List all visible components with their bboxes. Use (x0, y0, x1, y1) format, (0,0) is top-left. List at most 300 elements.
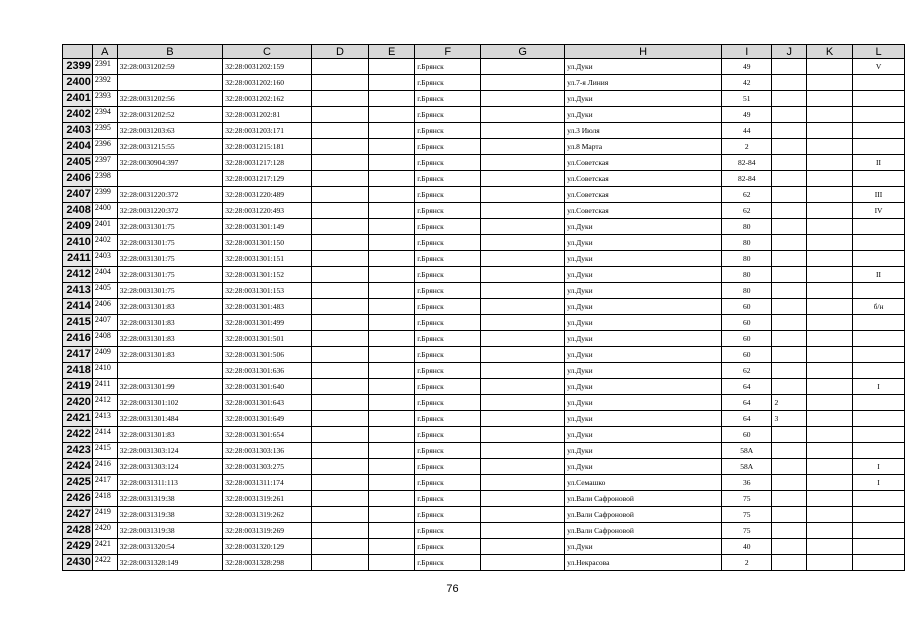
cell-d[interactable] (311, 203, 368, 219)
cell-c[interactable]: 32:28:0031303:136 (223, 443, 312, 459)
cell-f[interactable]: г.Брянск (415, 491, 481, 507)
cell-l[interactable]: I (853, 379, 905, 395)
cell-c[interactable]: 32:28:0031301:506 (223, 347, 312, 363)
cell-b[interactable]: 32:28:0031303:124 (117, 459, 223, 475)
cell-l[interactable] (853, 331, 905, 347)
cell-a[interactable]: 2414 (92, 427, 117, 443)
cell-j[interactable] (772, 491, 807, 507)
column-header-g[interactable]: G (481, 45, 565, 59)
cell-f[interactable]: г.Брянск (415, 171, 481, 187)
cell-l[interactable] (853, 427, 905, 443)
cell-d[interactable] (311, 219, 368, 235)
cell-d[interactable] (311, 379, 368, 395)
cell-e[interactable] (369, 59, 415, 75)
cell-e[interactable] (369, 395, 415, 411)
cell-k[interactable] (807, 347, 853, 363)
cell-h[interactable]: ул.Вали Сафроновой (565, 491, 722, 507)
cell-f[interactable]: г.Брянск (415, 379, 481, 395)
cell-l[interactable] (853, 91, 905, 107)
cell-j[interactable] (772, 427, 807, 443)
row-number[interactable]: 2418 (63, 363, 93, 379)
cell-k[interactable] (807, 123, 853, 139)
cell-l[interactable] (853, 395, 905, 411)
row-number[interactable]: 2399 (63, 59, 93, 75)
column-header-i[interactable]: I (722, 45, 772, 59)
cell-i[interactable]: 49 (722, 59, 772, 75)
cell-j[interactable] (772, 123, 807, 139)
cell-l[interactable] (853, 491, 905, 507)
cell-j[interactable] (772, 507, 807, 523)
cell-l[interactable] (853, 235, 905, 251)
cell-l[interactable] (853, 555, 905, 571)
column-header-e[interactable]: E (369, 45, 415, 59)
cell-e[interactable] (369, 139, 415, 155)
column-header-f[interactable]: F (415, 45, 481, 59)
cell-d[interactable] (311, 251, 368, 267)
cell-i[interactable]: 82-84 (722, 171, 772, 187)
cell-j[interactable] (772, 299, 807, 315)
cell-j[interactable] (772, 267, 807, 283)
cell-e[interactable] (369, 315, 415, 331)
cell-f[interactable]: г.Брянск (415, 187, 481, 203)
cell-f[interactable]: г.Брянск (415, 155, 481, 171)
cell-j[interactable] (772, 523, 807, 539)
cell-c[interactable]: 32:28:0031301:643 (223, 395, 312, 411)
cell-g[interactable] (481, 379, 565, 395)
row-number[interactable]: 2403 (63, 123, 93, 139)
cell-e[interactable] (369, 507, 415, 523)
cell-c[interactable]: 32:28:0031220:493 (223, 203, 312, 219)
cell-d[interactable] (311, 315, 368, 331)
cell-c[interactable]: 32:28:0031217:129 (223, 171, 312, 187)
cell-b[interactable]: 32:28:0031320:54 (117, 539, 223, 555)
cell-i[interactable]: 44 (722, 123, 772, 139)
cell-f[interactable]: г.Брянск (415, 203, 481, 219)
cell-i[interactable]: 62 (722, 363, 772, 379)
cell-j[interactable] (772, 347, 807, 363)
cell-c[interactable]: 32:28:0031202:81 (223, 107, 312, 123)
cell-d[interactable] (311, 123, 368, 139)
cell-h[interactable]: ул.Советская (565, 171, 722, 187)
cell-i[interactable]: 2 (722, 139, 772, 155)
cell-b[interactable]: 32:28:0031301:83 (117, 299, 223, 315)
cell-k[interactable] (807, 491, 853, 507)
cell-f[interactable]: г.Брянск (415, 331, 481, 347)
cell-k[interactable] (807, 411, 853, 427)
cell-f[interactable]: г.Брянск (415, 283, 481, 299)
cell-c[interactable]: 32:28:0031202:160 (223, 75, 312, 91)
cell-d[interactable] (311, 187, 368, 203)
cell-b[interactable]: 32:28:0031319:38 (117, 523, 223, 539)
cell-f[interactable]: г.Брянск (415, 411, 481, 427)
cell-b[interactable]: 32:28:0031301:75 (117, 267, 223, 283)
cell-l[interactable] (853, 523, 905, 539)
cell-e[interactable] (369, 91, 415, 107)
cell-a[interactable]: 2394 (92, 107, 117, 123)
cell-e[interactable] (369, 443, 415, 459)
cell-e[interactable] (369, 411, 415, 427)
cell-h[interactable]: ул.Дуки (565, 459, 722, 475)
cell-f[interactable]: г.Брянск (415, 123, 481, 139)
cell-c[interactable]: 32:28:0031301:150 (223, 235, 312, 251)
row-number[interactable]: 2401 (63, 91, 93, 107)
cell-c[interactable]: 32:28:0031301:153 (223, 283, 312, 299)
cell-g[interactable] (481, 411, 565, 427)
cell-c[interactable]: 32:28:0031319:261 (223, 491, 312, 507)
cell-a[interactable]: 2400 (92, 203, 117, 219)
row-number[interactable]: 2420 (63, 395, 93, 411)
cell-h[interactable]: ул.Дуки (565, 395, 722, 411)
cell-j[interactable] (772, 171, 807, 187)
cell-f[interactable]: г.Брянск (415, 395, 481, 411)
cell-k[interactable] (807, 283, 853, 299)
cell-k[interactable] (807, 523, 853, 539)
cell-f[interactable]: г.Брянск (415, 443, 481, 459)
cell-g[interactable] (481, 139, 565, 155)
cell-e[interactable] (369, 299, 415, 315)
cell-l[interactable] (853, 283, 905, 299)
cell-i[interactable]: 60 (722, 331, 772, 347)
cell-i[interactable]: 62 (722, 187, 772, 203)
cell-a[interactable]: 2416 (92, 459, 117, 475)
cell-d[interactable] (311, 523, 368, 539)
cell-f[interactable]: г.Брянск (415, 539, 481, 555)
cell-k[interactable] (807, 459, 853, 475)
cell-e[interactable] (369, 347, 415, 363)
cell-i[interactable]: 80 (722, 283, 772, 299)
cell-i[interactable]: 80 (722, 219, 772, 235)
cell-e[interactable] (369, 107, 415, 123)
cell-g[interactable] (481, 443, 565, 459)
cell-j[interactable] (772, 219, 807, 235)
cell-h[interactable]: ул.Дуки (565, 427, 722, 443)
cell-e[interactable] (369, 235, 415, 251)
cell-b[interactable]: 32:28:0031202:52 (117, 107, 223, 123)
cell-l[interactable] (853, 139, 905, 155)
cell-j[interactable] (772, 91, 807, 107)
cell-d[interactable] (311, 491, 368, 507)
cell-b[interactable]: 32:28:0031328:149 (117, 555, 223, 571)
row-number[interactable]: 2425 (63, 475, 93, 491)
row-number[interactable]: 2421 (63, 411, 93, 427)
cell-k[interactable] (807, 363, 853, 379)
cell-h[interactable]: ул.Дуки (565, 219, 722, 235)
cell-e[interactable] (369, 555, 415, 571)
cell-a[interactable]: 2419 (92, 507, 117, 523)
cell-j[interactable] (772, 475, 807, 491)
cell-f[interactable]: г.Брянск (415, 251, 481, 267)
cell-k[interactable] (807, 475, 853, 491)
cell-h[interactable]: ул.Советская (565, 187, 722, 203)
cell-j[interactable] (772, 139, 807, 155)
cell-d[interactable] (311, 155, 368, 171)
cell-b[interactable]: 32:28:0031301:75 (117, 235, 223, 251)
cell-g[interactable] (481, 507, 565, 523)
cell-f[interactable]: г.Брянск (415, 459, 481, 475)
cell-i[interactable]: 64 (722, 411, 772, 427)
cell-h[interactable]: ул.Вали Сафроновой (565, 523, 722, 539)
cell-g[interactable] (481, 475, 565, 491)
cell-e[interactable] (369, 363, 415, 379)
cell-b[interactable] (117, 171, 223, 187)
cell-k[interactable] (807, 299, 853, 315)
cell-k[interactable] (807, 315, 853, 331)
cell-a[interactable]: 2403 (92, 251, 117, 267)
cell-k[interactable] (807, 75, 853, 91)
cell-j[interactable] (772, 315, 807, 331)
cell-e[interactable] (369, 251, 415, 267)
cell-b[interactable]: 32:28:0031301:102 (117, 395, 223, 411)
cell-g[interactable] (481, 315, 565, 331)
cell-l[interactable] (853, 171, 905, 187)
cell-l[interactable] (853, 411, 905, 427)
cell-l[interactable] (853, 75, 905, 91)
cell-d[interactable] (311, 267, 368, 283)
cell-j[interactable] (772, 75, 807, 91)
cell-a[interactable]: 2415 (92, 443, 117, 459)
cell-c[interactable]: 32:28:0031301:149 (223, 219, 312, 235)
cell-i[interactable]: 75 (722, 491, 772, 507)
cell-g[interactable] (481, 523, 565, 539)
cell-k[interactable] (807, 379, 853, 395)
cell-a[interactable]: 2417 (92, 475, 117, 491)
cell-l[interactable] (853, 123, 905, 139)
cell-e[interactable] (369, 331, 415, 347)
cell-j[interactable]: 3 (772, 411, 807, 427)
cell-c[interactable]: 32:28:0031301:640 (223, 379, 312, 395)
cell-l[interactable] (853, 347, 905, 363)
cell-e[interactable] (369, 123, 415, 139)
cell-i[interactable]: 80 (722, 235, 772, 251)
cell-b[interactable]: 32:28:0031301:75 (117, 219, 223, 235)
cell-l[interactable]: III (853, 187, 905, 203)
cell-i[interactable]: 62 (722, 203, 772, 219)
cell-b[interactable]: 32:28:0031203:63 (117, 123, 223, 139)
cell-h[interactable]: ул.Дуки (565, 283, 722, 299)
cell-j[interactable] (772, 59, 807, 75)
cell-k[interactable] (807, 507, 853, 523)
cell-h[interactable]: ул.Дуки (565, 315, 722, 331)
cell-l[interactable]: II (853, 267, 905, 283)
cell-f[interactable]: г.Брянск (415, 315, 481, 331)
cell-h[interactable]: ул.Семашко (565, 475, 722, 491)
cell-i[interactable]: 82-84 (722, 155, 772, 171)
cell-b[interactable]: 32:28:0031301:99 (117, 379, 223, 395)
cell-j[interactable] (772, 539, 807, 555)
cell-l[interactable] (853, 507, 905, 523)
cell-l[interactable] (853, 443, 905, 459)
cell-k[interactable] (807, 91, 853, 107)
cell-i[interactable]: 42 (722, 75, 772, 91)
cell-e[interactable] (369, 427, 415, 443)
cell-a[interactable]: 2412 (92, 395, 117, 411)
cell-b[interactable]: 32:28:0031301:75 (117, 283, 223, 299)
cell-g[interactable] (481, 171, 565, 187)
cell-d[interactable] (311, 235, 368, 251)
cell-e[interactable] (369, 171, 415, 187)
cell-l[interactable]: V (853, 59, 905, 75)
cell-h[interactable]: ул.8 Марта (565, 139, 722, 155)
cell-j[interactable]: 2 (772, 395, 807, 411)
cell-e[interactable] (369, 267, 415, 283)
cell-b[interactable]: 32:28:0031202:56 (117, 91, 223, 107)
cell-e[interactable] (369, 219, 415, 235)
cell-a[interactable]: 2422 (92, 555, 117, 571)
cell-k[interactable] (807, 219, 853, 235)
cell-i[interactable]: 40 (722, 539, 772, 555)
cell-c[interactable]: 32:28:0031301:152 (223, 267, 312, 283)
row-number[interactable]: 2422 (63, 427, 93, 443)
cell-f[interactable]: г.Брянск (415, 475, 481, 491)
cell-c[interactable]: 32:28:0031319:262 (223, 507, 312, 523)
cell-b[interactable]: 32:28:0031311:113 (117, 475, 223, 491)
select-all-corner[interactable] (63, 45, 93, 59)
cell-l[interactable]: II (853, 155, 905, 171)
cell-f[interactable]: г.Брянск (415, 347, 481, 363)
cell-a[interactable]: 2401 (92, 219, 117, 235)
cell-h[interactable]: ул.Дуки (565, 267, 722, 283)
cell-h[interactable]: ул.Дуки (565, 59, 722, 75)
cell-j[interactable] (772, 187, 807, 203)
cell-d[interactable] (311, 555, 368, 571)
cell-h[interactable]: ул.Дуки (565, 379, 722, 395)
cell-e[interactable] (369, 475, 415, 491)
cell-c[interactable]: 32:28:0031217:128 (223, 155, 312, 171)
cell-k[interactable] (807, 171, 853, 187)
cell-g[interactable] (481, 219, 565, 235)
cell-g[interactable] (481, 555, 565, 571)
cell-b[interactable]: 32:28:0031301:83 (117, 315, 223, 331)
row-number[interactable]: 2408 (63, 203, 93, 219)
cell-l[interactable]: IV (853, 203, 905, 219)
row-number[interactable]: 2410 (63, 235, 93, 251)
cell-g[interactable] (481, 331, 565, 347)
cell-d[interactable] (311, 75, 368, 91)
cell-h[interactable]: ул.Дуки (565, 363, 722, 379)
cell-l[interactable] (853, 219, 905, 235)
cell-g[interactable] (481, 395, 565, 411)
cell-d[interactable] (311, 347, 368, 363)
cell-c[interactable]: 32:28:0031311:174 (223, 475, 312, 491)
cell-i[interactable]: 2 (722, 555, 772, 571)
row-number[interactable]: 2428 (63, 523, 93, 539)
cell-l[interactable] (853, 363, 905, 379)
cell-f[interactable]: г.Брянск (415, 75, 481, 91)
cell-a[interactable]: 2406 (92, 299, 117, 315)
cell-j[interactable] (772, 459, 807, 475)
row-number[interactable]: 2412 (63, 267, 93, 283)
cell-l[interactable]: I (853, 475, 905, 491)
cell-i[interactable]: 80 (722, 251, 772, 267)
cell-j[interactable] (772, 203, 807, 219)
row-number[interactable]: 2423 (63, 443, 93, 459)
cell-h[interactable]: ул.Дуки (565, 443, 722, 459)
cell-f[interactable]: г.Брянск (415, 219, 481, 235)
cell-g[interactable] (481, 459, 565, 475)
cell-l[interactable]: I (853, 459, 905, 475)
cell-a[interactable]: 2404 (92, 267, 117, 283)
cell-c[interactable]: 32:28:0031301:654 (223, 427, 312, 443)
cell-b[interactable]: 32:28:0031220:372 (117, 187, 223, 203)
cell-g[interactable] (481, 299, 565, 315)
cell-d[interactable] (311, 139, 368, 155)
cell-b[interactable]: 32:28:0031319:38 (117, 507, 223, 523)
cell-k[interactable] (807, 187, 853, 203)
row-number[interactable]: 2406 (63, 171, 93, 187)
cell-h[interactable]: ул.Дуки (565, 251, 722, 267)
cell-i[interactable]: 58А (722, 443, 772, 459)
cell-g[interactable] (481, 427, 565, 443)
cell-g[interactable] (481, 539, 565, 555)
row-number[interactable]: 2411 (63, 251, 93, 267)
cell-h[interactable]: ул.3 Июля (565, 123, 722, 139)
cell-j[interactable] (772, 283, 807, 299)
cell-b[interactable]: 32:28:0031301:75 (117, 251, 223, 267)
cell-k[interactable] (807, 155, 853, 171)
column-header-b[interactable]: B (117, 45, 223, 59)
cell-k[interactable] (807, 539, 853, 555)
cell-k[interactable] (807, 267, 853, 283)
cell-i[interactable]: 51 (722, 91, 772, 107)
cell-j[interactable] (772, 107, 807, 123)
cell-b[interactable]: 32:28:0030904:397 (117, 155, 223, 171)
cell-g[interactable] (481, 235, 565, 251)
row-number[interactable]: 2402 (63, 107, 93, 123)
cell-a[interactable]: 2399 (92, 187, 117, 203)
cell-a[interactable]: 2421 (92, 539, 117, 555)
cell-c[interactable]: 32:28:0031203:171 (223, 123, 312, 139)
cell-j[interactable] (772, 331, 807, 347)
cell-f[interactable]: г.Брянск (415, 523, 481, 539)
cell-b[interactable]: 32:28:0031303:124 (117, 443, 223, 459)
cell-g[interactable] (481, 187, 565, 203)
cell-e[interactable] (369, 523, 415, 539)
cell-e[interactable] (369, 203, 415, 219)
cell-c[interactable]: 32:28:0031320:129 (223, 539, 312, 555)
cell-h[interactable]: ул.7-я Линия (565, 75, 722, 91)
cell-a[interactable]: 2395 (92, 123, 117, 139)
cell-c[interactable]: 32:28:0031301:483 (223, 299, 312, 315)
cell-e[interactable] (369, 283, 415, 299)
cell-i[interactable]: 60 (722, 347, 772, 363)
cell-f[interactable]: г.Брянск (415, 363, 481, 379)
cell-h[interactable]: ул.Дуки (565, 539, 722, 555)
cell-b[interactable] (117, 75, 223, 91)
cell-b[interactable]: 32:28:0031202:59 (117, 59, 223, 75)
cell-g[interactable] (481, 75, 565, 91)
cell-h[interactable]: ул.Дуки (565, 331, 722, 347)
cell-h[interactable]: ул.Вали Сафроновой (565, 507, 722, 523)
cell-d[interactable] (311, 427, 368, 443)
cell-a[interactable]: 2392 (92, 75, 117, 91)
column-header-k[interactable]: K (807, 45, 853, 59)
cell-b[interactable]: 32:28:0031215:55 (117, 139, 223, 155)
cell-j[interactable] (772, 363, 807, 379)
cell-g[interactable] (481, 91, 565, 107)
cell-d[interactable] (311, 475, 368, 491)
cell-d[interactable] (311, 91, 368, 107)
row-number[interactable]: 2404 (63, 139, 93, 155)
cell-h[interactable]: ул.Дуки (565, 235, 722, 251)
cell-g[interactable] (481, 107, 565, 123)
cell-g[interactable] (481, 491, 565, 507)
cell-a[interactable]: 2418 (92, 491, 117, 507)
cell-a[interactable]: 2408 (92, 331, 117, 347)
cell-a[interactable]: 2405 (92, 283, 117, 299)
cell-f[interactable]: г.Брянск (415, 107, 481, 123)
cell-d[interactable] (311, 443, 368, 459)
column-header-c[interactable]: C (223, 45, 312, 59)
